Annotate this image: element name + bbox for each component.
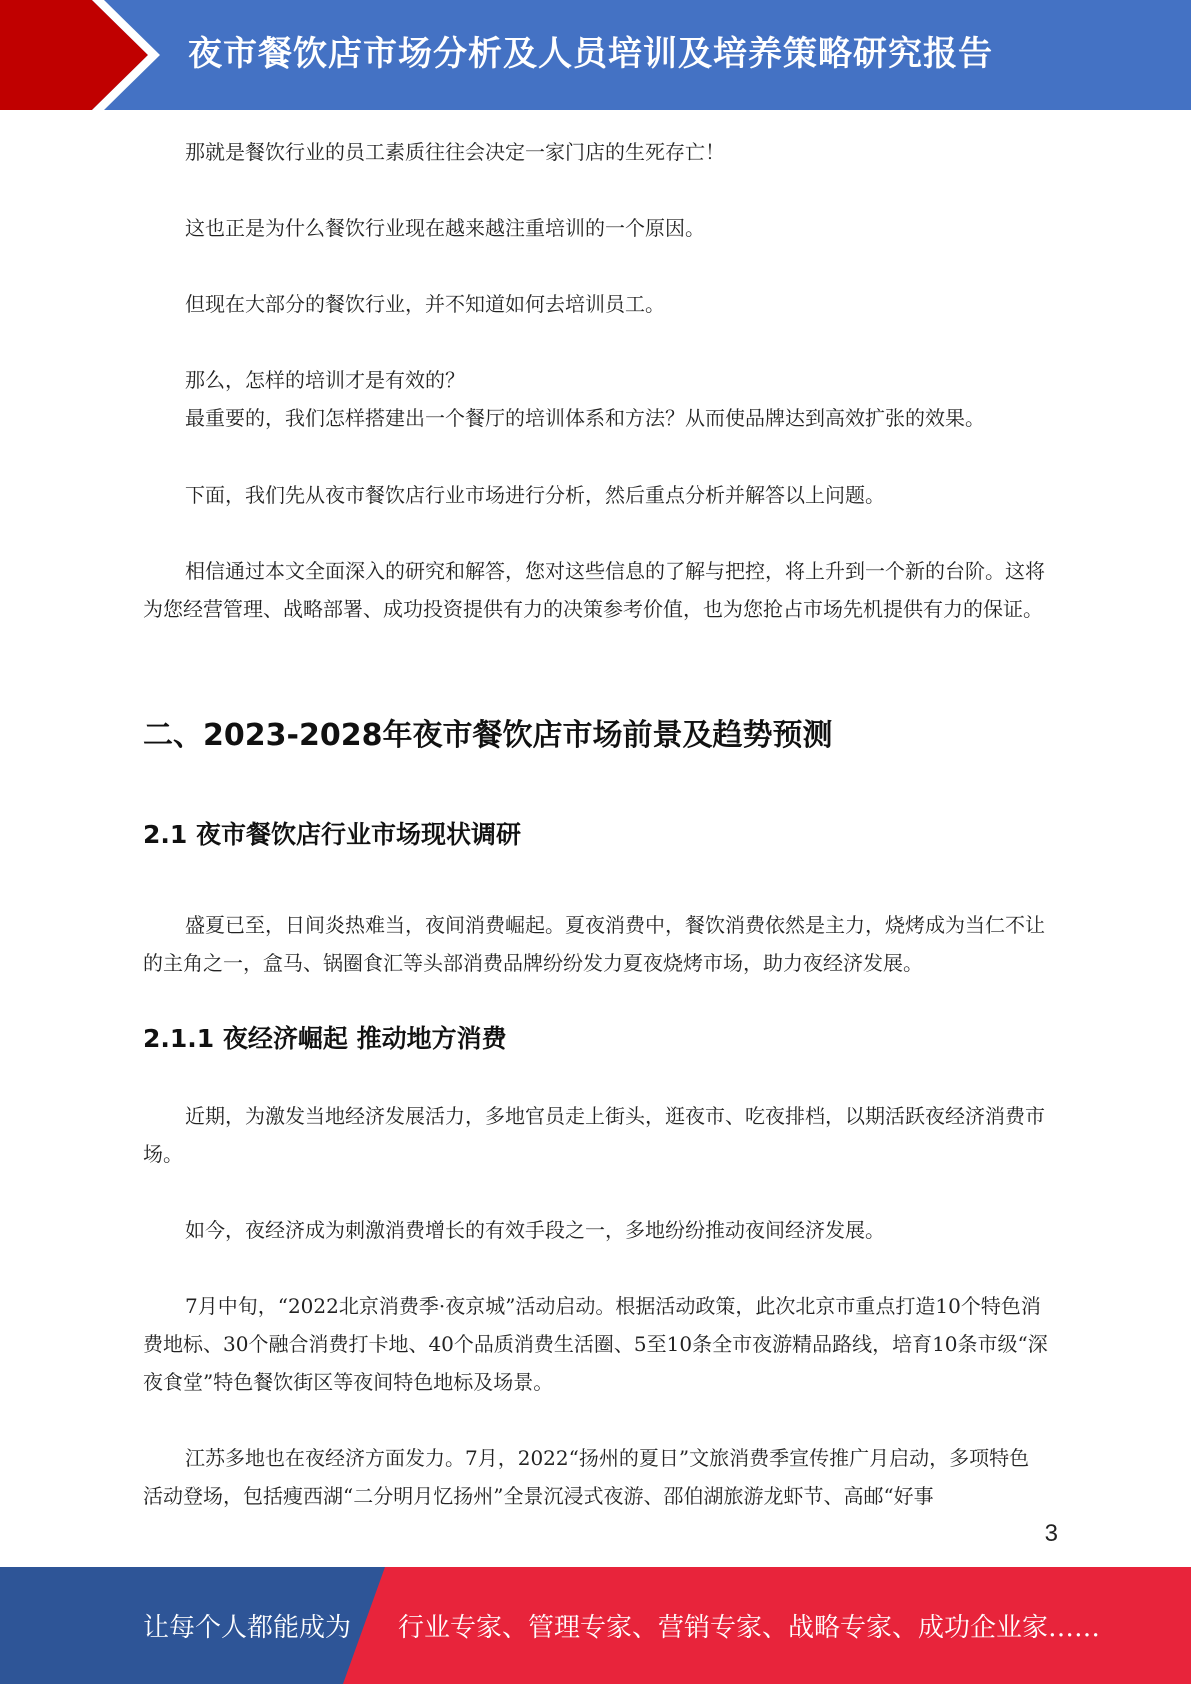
paragraph-6: 下面，我们先从夜市餐饮店行业市场进行分析，然后重点分析并解答以上问题。 — [185, 483, 885, 507]
page-number: 3 — [1044, 1520, 1058, 1547]
subsection-heading-2-1-1: 2.1.1 夜经济崛起 推动地方消费 — [143, 1024, 507, 1053]
paragraph-9: 近期，为激发当地经济发展活力，多地官员走上街头，逛夜市、吃夜排档，以期活跃夜经济消费市场。 — [143, 1104, 1045, 1166]
paragraph-3: 但现在大部分的餐饮行业，并不知道如何去培训员工。 — [185, 292, 665, 316]
report-title: 夜市餐饮店市场分析及人员培训及培养策略研究报告 — [188, 34, 993, 74]
page-header — [0, 0, 1191, 110]
paragraph-8: 盛夏已至，日间炎热难当，夜间消费崛起。夏夜消费中，餐饮消费依然是主力，烧烤成为当仁不让的主角之一，盒马、锅圈食汇等头部消费品牌纷纷发力夏夜烧烤市场，助力夜经济发展。 — [143, 913, 1045, 975]
subsection-heading-2-1: 2.1 夜市餐饮店行业市场现状调研 — [143, 820, 521, 849]
paragraph-2: 这也正是为什么餐饮行业现在越来越注重培训的一个原因。 — [185, 216, 705, 240]
paragraph-12: 江苏多地也在夜经济方面发力。7月，2022“扬州的夏日”文旅消费季宣传推广月启动，多项特色活动登场，包括瘦西湖“二分明月忆扬州”全景沉浸式夜游、邵伯湖旅游龙虾节、高邮“好事 — [143, 1446, 1030, 1508]
paragraph-10: 如今，夜经济成为刺激消费增长的有效手段之一，多地纷纷推动夜间经济发展。 — [185, 1218, 885, 1242]
paragraph-7: 相信通过本文全面深入的研究和解答，您对这些信息的了解与把控，将上升到一个新的台阶。这将为您经营管理、战略部署、成功投资提供有力的决策参考价值，也为您抢占市场先机提供有力的保证。 — [143, 559, 1045, 621]
paragraph-4: 那么，怎样的培训才是有效的？ — [185, 368, 465, 392]
section-heading: 二、2023-2028年夜市餐饮店市场前景及趋势预测 — [143, 718, 833, 753]
paragraph-1: 那就是餐饮行业的员工素质往往会决定一家门店的生死存亡！ — [185, 140, 725, 164]
paragraph-5: 最重要的，我们怎样搭建出一个餐厅的培训体系和方法？从而使品牌达到高效扩张的效果。 — [185, 406, 985, 430]
footer-slogan-left: 让每个人都能成为 — [143, 1613, 352, 1643]
paragraph-11: 7月中旬，“2022北京消费季·夜京城”活动启动。根据活动政策，此次北京市重点打造10个特色消费地标、30个融合消费打卡地、40个品质消费生活圈、5至10条全市夜游精品路线，培育10条市级“深夜食堂”特色餐饮街区等夜间特色地标及场景。 — [143, 1294, 1048, 1394]
footer-slogan-right: 行业专家、管理专家、营销专家、战略专家、成功企业家…… — [398, 1613, 1101, 1643]
page-footer — [0, 1567, 1191, 1684]
